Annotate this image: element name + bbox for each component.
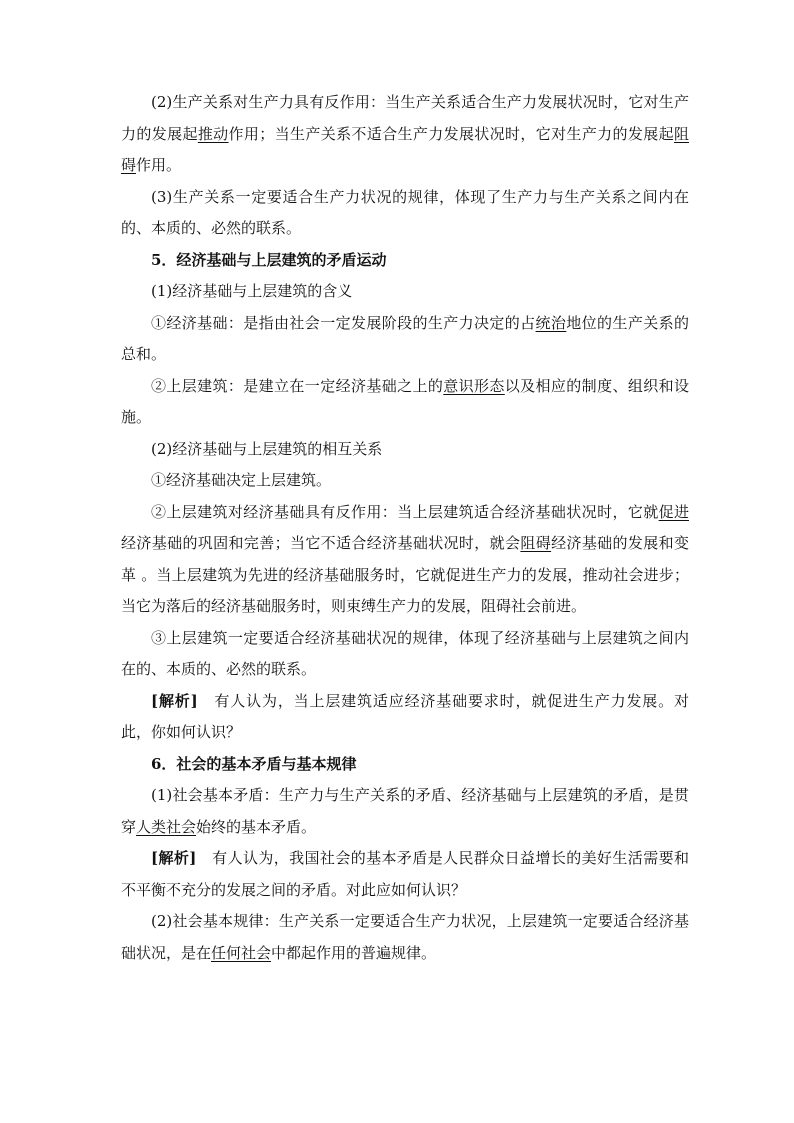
text-run: 经济基础的巩固和完善；当它不适合经济基础状况时，就会 (121, 534, 521, 552)
text-run: ②上层建筑对经济基础具有反作用：当上层建筑适合经济基础状况时，它就 (151, 502, 659, 521)
text-run: 地位的生产关系的总和。 (121, 313, 689, 363)
paragraph (121, 87, 689, 182)
document-body (121, 87, 689, 969)
section-heading (121, 245, 689, 277)
text-run: ②上层建筑：是建立在一定经济基础之上的 (151, 376, 444, 395)
paragraph (121, 465, 689, 497)
text-run: 作用。 (136, 156, 182, 174)
paragraph (121, 623, 689, 686)
text-run: (1)社会基本矛盾：生产力与生产关系的矛盾、经济基础与上层建筑的矛盾，是贯穿 (121, 786, 689, 836)
text-run: 5．经济基础与上层建筑的矛盾运动 (151, 250, 387, 269)
underlined-keyword: 统治 (535, 313, 567, 332)
underlined-keyword: 任何社会 (211, 943, 272, 962)
paragraph (121, 182, 689, 245)
underlined-keyword: 阻碍 (520, 534, 552, 552)
text-run: 6．社会的基本矛盾与基本规律 (151, 754, 357, 773)
paragraph (121, 371, 689, 434)
underlined-keyword: 人类社会 (136, 817, 197, 836)
underlined-keyword: 阻碍 (121, 124, 689, 174)
text-run: 经济基础的发展和变革 。当上层建筑为先进的经济基础服务时，它就促进生产力的发展，推动社会进步；当它为落后的经济基础服务时，则束缚生产力的发展，阻碍社会前进。 (121, 534, 689, 615)
analysis-label: [解析] (151, 849, 197, 867)
text-run: ①经济基础决定上层建筑。 (151, 471, 332, 489)
section-heading (121, 749, 689, 781)
paragraph (121, 843, 689, 906)
text-run: (2)生产关系对生产力具有反作用：当生产关系适合生产力发展状况时，它对生产力的发展起 (121, 93, 689, 143)
text-run: 始终的基本矛盾。 (196, 817, 317, 836)
paragraph (121, 434, 689, 466)
paragraph (121, 308, 689, 371)
paragraph (121, 497, 689, 623)
text-run: 有人认为，我国社会的基本矛盾是人民群众日益增长的美好生活需要和不平衡不充分的发展之间的矛盾。对此应如何认识？ (121, 849, 689, 899)
paragraph (121, 686, 689, 749)
text-run: 中都起作用的普遍规律。 (271, 943, 437, 962)
paragraph (121, 276, 689, 308)
analysis-label: [解析] (151, 691, 198, 710)
paragraph (121, 780, 689, 843)
text-run: 作用；当生产关系不适合生产力发展状况时，它对生产力的发展起 (228, 124, 674, 143)
text-run: (2)社会基本规律：生产关系一定要适合生产力状况，上层建筑一定要适合经济基础状况，是在 (121, 912, 689, 962)
text-run: (3)生产关系一定要适合生产力状况的规律，体现了生产力与生产关系之间内在的、本质的、必然的联系。 (121, 187, 689, 237)
text-run: (1)经济基础与上层建筑的含义 (151, 282, 353, 300)
text-run: (2)经济基础与上层建筑的相互关系 (151, 439, 383, 458)
underlined-keyword: 意识形态 (443, 376, 505, 395)
text-run: 以及相应的制度、组织和设施。 (121, 376, 689, 426)
text-run: 有人认为，当上层建筑适应经济基础要求时，就促进生产力发展。对此，你如何认识？ (121, 691, 689, 741)
paragraph (121, 906, 689, 969)
underlined-keyword: 促进 (658, 502, 689, 521)
text-run: ③上层建筑一定要适合经济基础状况的规律，体现了经济基础与上层建筑之间内在的、本质的、必然的联系。 (121, 628, 689, 678)
text-run: ①经济基础：是指由社会一定发展阶段的生产力决定的占 (151, 313, 536, 332)
underlined-keyword: 推动 (197, 124, 229, 143)
